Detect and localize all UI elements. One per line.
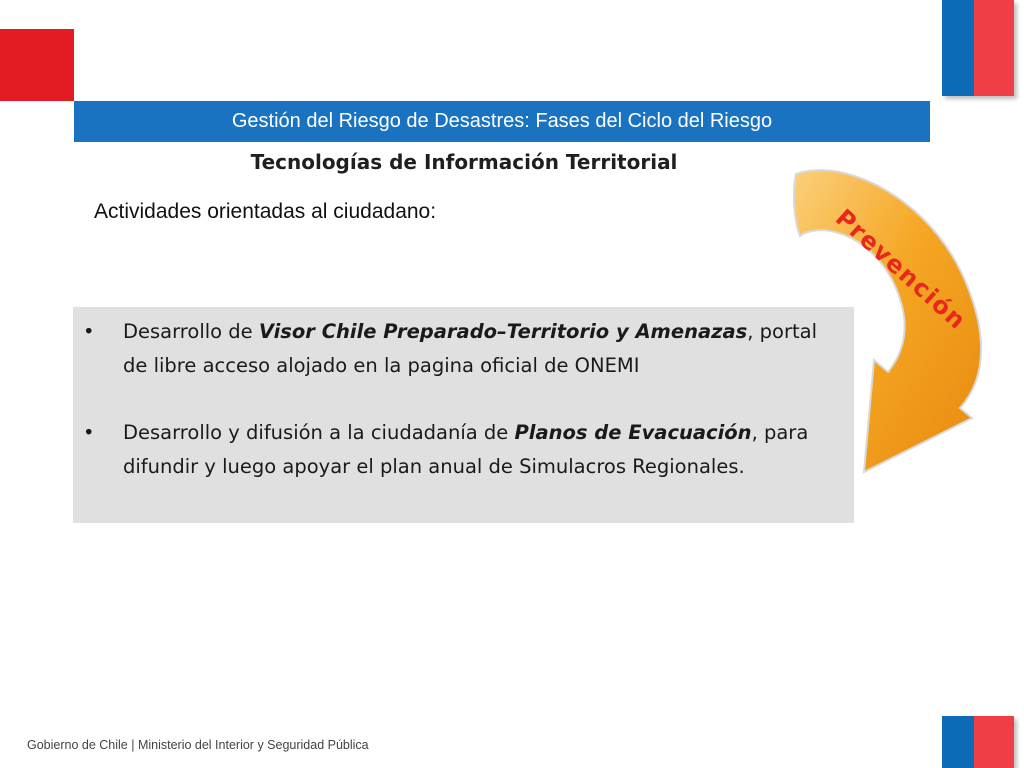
bullet-text-suffix: , portal de libre acceso alojado en la pagina oficial de ONEMI bbox=[123, 320, 817, 377]
bullet-text-prefix: Desarrollo y difusión a la ciudadanía de bbox=[123, 421, 515, 444]
flag-blue-band bbox=[942, 0, 974, 96]
flag-blue-band bbox=[942, 716, 974, 768]
flag-red-band bbox=[974, 716, 1014, 768]
content-box bbox=[73, 307, 854, 523]
bullet-marker: • bbox=[83, 421, 95, 444]
bullet-item-visor bbox=[73, 315, 840, 383]
slide-subtitle: Tecnologías de Información Territorial bbox=[250, 150, 678, 174]
gov-flag-stripe-bottom bbox=[942, 716, 1014, 768]
intro-text: Actividades orientadas al ciudadano: bbox=[94, 200, 437, 223]
arrow-label: Prevención bbox=[829, 203, 972, 336]
bullet-text-suffix: , para difundir y luego apoyar el plan anual de Simulacros Regionales. bbox=[123, 421, 809, 478]
bullet-emphasis: Planos de Evacuación bbox=[514, 421, 752, 444]
prevencion-arrow-graphic bbox=[782, 160, 1004, 480]
footer-text: Gobierno de Chile | Ministerio del Interior y Seguridad Pública bbox=[27, 738, 369, 752]
title-bar bbox=[74, 101, 930, 142]
red-accent-square bbox=[0, 29, 74, 101]
bullet-emphasis: Visor Chile Preparado–Territorio y Amenazas bbox=[258, 320, 748, 343]
bullet-marker: • bbox=[83, 320, 95, 343]
bullet-text-prefix: Desarrollo de bbox=[123, 320, 259, 343]
gov-flag-stripe-top bbox=[942, 0, 1014, 96]
bullet-item-planos bbox=[73, 416, 840, 484]
flag-red-band bbox=[974, 0, 1014, 96]
slide-title: Gestión del Riesgo de Desastres: Fases del Ciclo del Riesgo bbox=[231, 110, 773, 132]
